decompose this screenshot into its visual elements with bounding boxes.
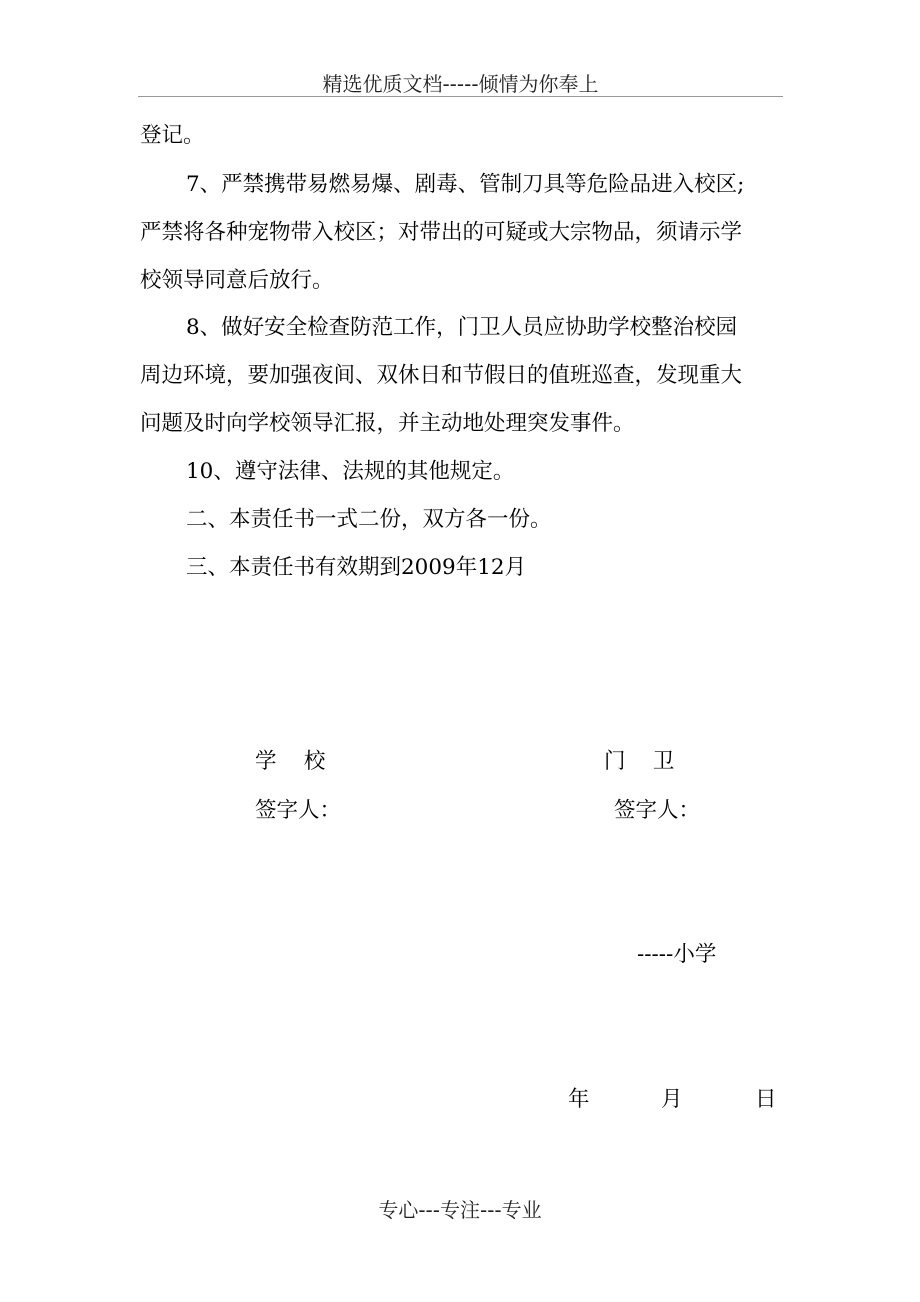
date-day: 日: [755, 1087, 777, 1112]
body-line: 周边环境，要加强夜间、双休日和节假日的值班巡查，发现重大: [140, 363, 743, 388]
body-line: 校领导同意后放行。: [140, 268, 334, 293]
body-line: 10、遵守法律、法规的其他规定。: [186, 459, 515, 484]
school-label: 学 校: [255, 749, 326, 774]
page-footer: 专心---专注---专业: [378, 1198, 542, 1222]
body-line: 8、做好安全检查防范工作，门卫人员应协助学校整治校园: [186, 315, 738, 340]
body-line: 三、本责任书有效期到2009年12月: [186, 555, 527, 580]
body-line: 严禁将各种宠物带入校区；对带出的可疑或大宗物品，须请示学: [140, 220, 743, 245]
issuer-name: -----小学: [637, 942, 717, 967]
guard-signer: 签字人：: [614, 798, 701, 823]
body-line: 问题及时向学校领导汇报，并主动地处理突发事件。: [140, 411, 635, 436]
date-year: 年: [568, 1087, 590, 1112]
school-signer: 签字人：: [255, 798, 342, 823]
page-header: 精选优质文档-----倾情为你奉上: [322, 72, 599, 96]
guard-label: 门 卫: [604, 749, 675, 774]
body-line: 7、严禁携带易燃易爆、剧毒、管制刀具等危险品进入校区;: [186, 172, 745, 197]
header-divider: [138, 96, 783, 97]
body-line: 登记。: [140, 123, 205, 148]
date-month: 月: [661, 1087, 683, 1112]
body-line: 二、本责任书一式二份，双方各一份。: [186, 507, 552, 532]
